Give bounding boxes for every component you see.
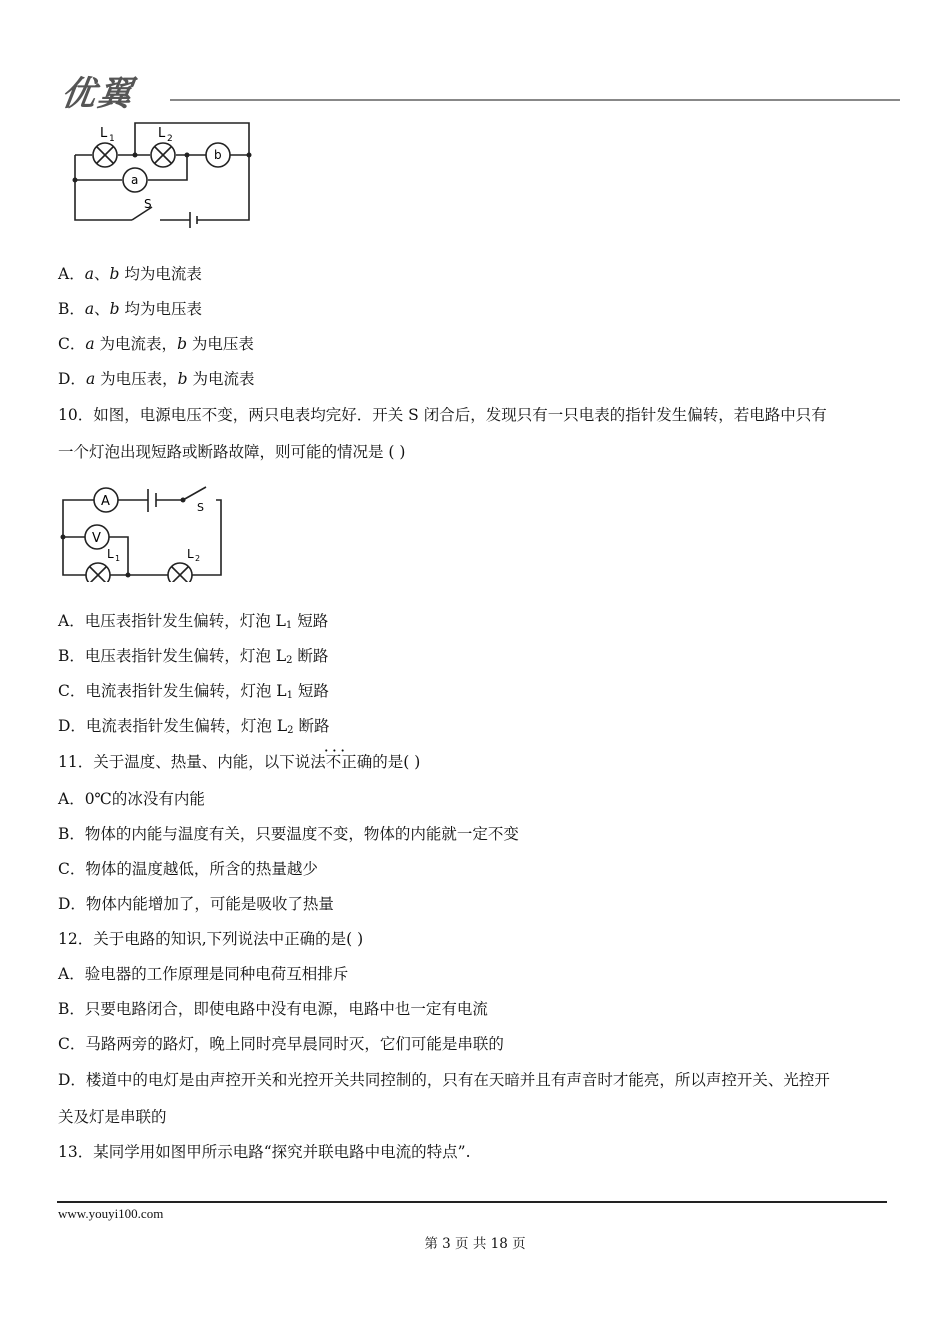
ammeter-label: A xyxy=(101,494,110,509)
circuit-figure-2 xyxy=(58,480,228,582)
label-l2-sub: 2 xyxy=(195,554,201,563)
q9-option-d: D．a 为电压表，b 为电流表 xyxy=(58,370,255,388)
q9-option-b: B．a、b 均为电压表 xyxy=(58,300,203,318)
q12-option-d-cont: 关及灯是串联的 xyxy=(58,1108,167,1126)
q11-stem: 11．关于温度、热量、内能，以下说法· · · 不正确的是( ) xyxy=(58,751,420,773)
circuit-figure-1 xyxy=(60,118,260,228)
footer-url[interactable]: www.youyi100.com xyxy=(58,1206,164,1221)
header-rule xyxy=(170,99,900,101)
q12-stem: 12．关于电路的知识,下列说法中正确的是( ) xyxy=(58,930,364,948)
q10-option-d: D．电流表指针发生偏转，灯泡 $L_2$ 断路 xyxy=(58,717,330,736)
meter-b-label: b xyxy=(214,148,222,162)
q13-stem: 13．某同学用如图甲所示电路“探究并联电路中电流的特点”. xyxy=(58,1143,471,1161)
q10-stem-line1: 10．如图，电源电压不变，两只电表均完好．开关 S 闭合后，发现只有一只电表的指针发生偏转，若电路中只有 xyxy=(58,406,827,424)
q12-option-a: A．验电器的工作原理是同种电荷互相排斥 xyxy=(58,965,349,983)
q11-option-a: A．0℃的冰没有内能 xyxy=(58,790,205,808)
q9-option-a: A．a、b 均为电流表 xyxy=(58,265,202,283)
emphasis-dots: · · · 不正确 xyxy=(326,753,373,771)
footer-rule xyxy=(57,1201,887,1203)
q11-option-d: D．物体内能增加了，可能是吸收了热量 xyxy=(58,895,334,913)
q10-option-c: C．电流表指针发生偏转，灯泡 $L_1$ 短路 xyxy=(58,682,329,701)
q11-option-b: B．物体的内能与温度有关，只要温度不变，物体的内能就一定不变 xyxy=(58,825,519,843)
q10-stem-line2: 一个灯泡出现短路或断路故障，则可能的情况是 ( ) xyxy=(58,443,406,461)
label-l1: L xyxy=(107,547,114,561)
label-l1-sub: 1 xyxy=(115,554,121,563)
meter-a-label: a xyxy=(131,173,139,187)
q12-option-c: C．马路两旁的路灯，晚上同时亮早晨同时灭，它们可能是串联的 xyxy=(58,1035,504,1053)
publisher-logo: 优翼 xyxy=(58,74,137,114)
label-l1-sub: 1 xyxy=(109,134,115,144)
label-l1: L xyxy=(100,126,108,141)
page-number: 第 3 页 共 18 页 xyxy=(424,1236,526,1252)
label-l2: L xyxy=(158,126,166,141)
q12-option-d: D．楼道中的电灯是由声控开关和光控开关共同控制的，只有在天暗并且有声音时才能亮，所以声控开关、光控开 xyxy=(58,1071,830,1089)
label-l2: L xyxy=(187,547,194,561)
q9-option-c: C．a 为电流表，b 为电压表 xyxy=(58,335,254,353)
switch-label: S xyxy=(144,197,152,211)
q11-option-c: C．物体的温度越低，所含的热量越少 xyxy=(58,860,318,878)
q10-option-b: B．电压表指针发生偏转，灯泡 $L_2$ 断路 xyxy=(58,647,329,666)
q12-option-b: B．只要电路闭合，即使电路中没有电源，电路中也一定有电流 xyxy=(58,1000,488,1018)
q10-option-a: A．电压表指针发生偏转，灯泡 $L_1$ 短路 xyxy=(58,612,329,631)
switch-label: S xyxy=(197,501,204,514)
voltmeter-label: V xyxy=(92,531,101,546)
label-l2-sub: 2 xyxy=(167,134,173,144)
